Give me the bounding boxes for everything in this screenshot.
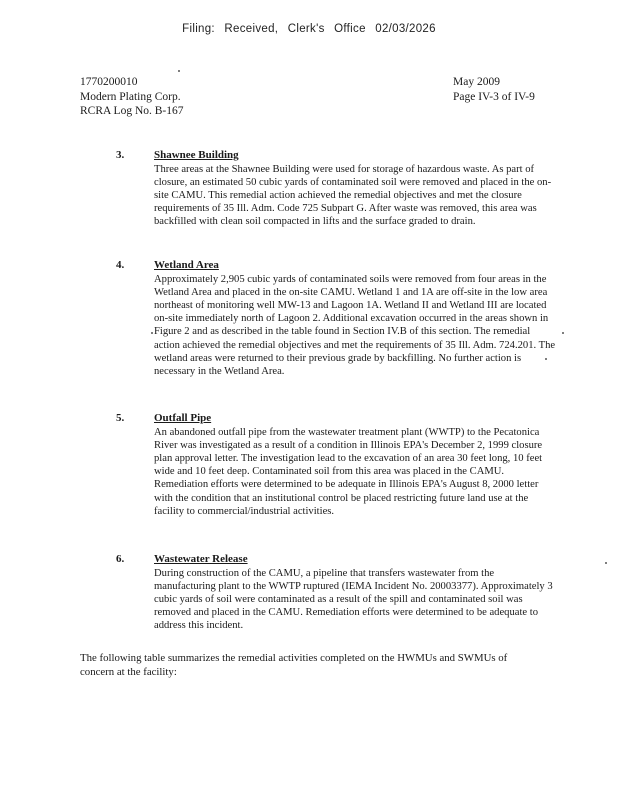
filing-stamp: Filing: Received, Clerk's Office 02/03/2026 — [182, 23, 436, 35]
section-item — [116, 412, 556, 518]
item-body: During construction of the CAMU, a pipeline that transfers wastewater from the manufacturing plant to the WWTP ruptured (IEMA Incident No. 20003377). Approximately 3 cubic yards of soil were contaminated as a result of the spill and contaminated soil was removed and placed in the CAMU. Remediation efforts were determined to be adequate to address this incident. — [154, 567, 553, 632]
section-item — [116, 259, 556, 378]
scan-speck — [562, 332, 564, 334]
item-number: 5. — [116, 412, 125, 424]
scan-speck — [605, 562, 607, 564]
section-item — [116, 149, 556, 229]
item-body: Three areas at the Shawnee Building were used for storage of hazardous waste. As part of closure, an estimated 50 cubic yards of contaminated soil were removed and placed in the on-site CAMU. This remedial action achieved the remedial objectives and met the closure requirements of 35 Ill. Adm. Code 725 Subpart G. After waste was removed, this area was backfilled with clean soil compacted in lifts and the surface graded to drain. — [154, 163, 552, 228]
item-number: 3. — [116, 149, 125, 161]
header-log-number: RCRA Log No. B-167 — [80, 105, 184, 117]
scan-speck — [545, 358, 547, 360]
item-heading: Wetland Area — [154, 259, 219, 271]
item-heading: Shawnee Building — [154, 149, 239, 161]
item-number: 6. — [116, 553, 125, 565]
closing-paragraph: The following table summarizes the remedial activities completed on the HWMUs and SWMUs of concern at the facility: — [80, 652, 508, 678]
item-heading: Wastewater Release — [154, 553, 248, 565]
scan-speck — [151, 332, 153, 334]
header-page-number: Page IV-3 of IV-9 — [453, 90, 535, 103]
header-left — [80, 75, 184, 119]
item-body: Approximately 2,905 cubic yards of contaminated soils were removed from four areas in the Wetland Area and placed in the on-site CAMU. Wetland 1 and 1A are off-site in the low area northeast of monitoring well MW-13 and Lagoon 1A. Wetland II and Wetland III are located on-site immediately north of Lagoon 2. Additional excavation occurred in the areas shown in Figure 2 and as described in the table found in Section IV.B of this section. The remedial action achieved the remedial objectives and met the requirements of 35 Ill. Adm. 724.201. The wetland areas were returned to their previous grade by backfilling. No further action is necessary in the Wetland Area. — [154, 273, 556, 377]
item-number: 4. — [116, 259, 125, 271]
scan-speck — [178, 70, 180, 72]
item-body: An abandoned outfall pipe from the wastewater treatment plant (WWTP) to the Pecatonica River was investigated as a result of a condition in Illinois EPA's December 2, 1999 closure plan approval letter. The investigation lead to the excavation of an area 30 feet long, 10 feet wide and 10 feet deep. Contaminated soil from this area was placed in the CAMU. Remediation efforts were determined to be adequate in Illinois EPA's August 8, 2000 letter with the condition that an institutional control be placed restricting future land use at the facility to commercial/industrial activities. — [154, 426, 543, 517]
section-item — [116, 553, 556, 633]
header-date: May 2009 — [453, 76, 500, 88]
header-right — [453, 75, 535, 104]
header-company-name: Modern Plating Corp. — [80, 90, 181, 103]
item-heading: Outfall Pipe — [154, 412, 212, 424]
header-facility-id: 1770200010 — [80, 76, 138, 88]
